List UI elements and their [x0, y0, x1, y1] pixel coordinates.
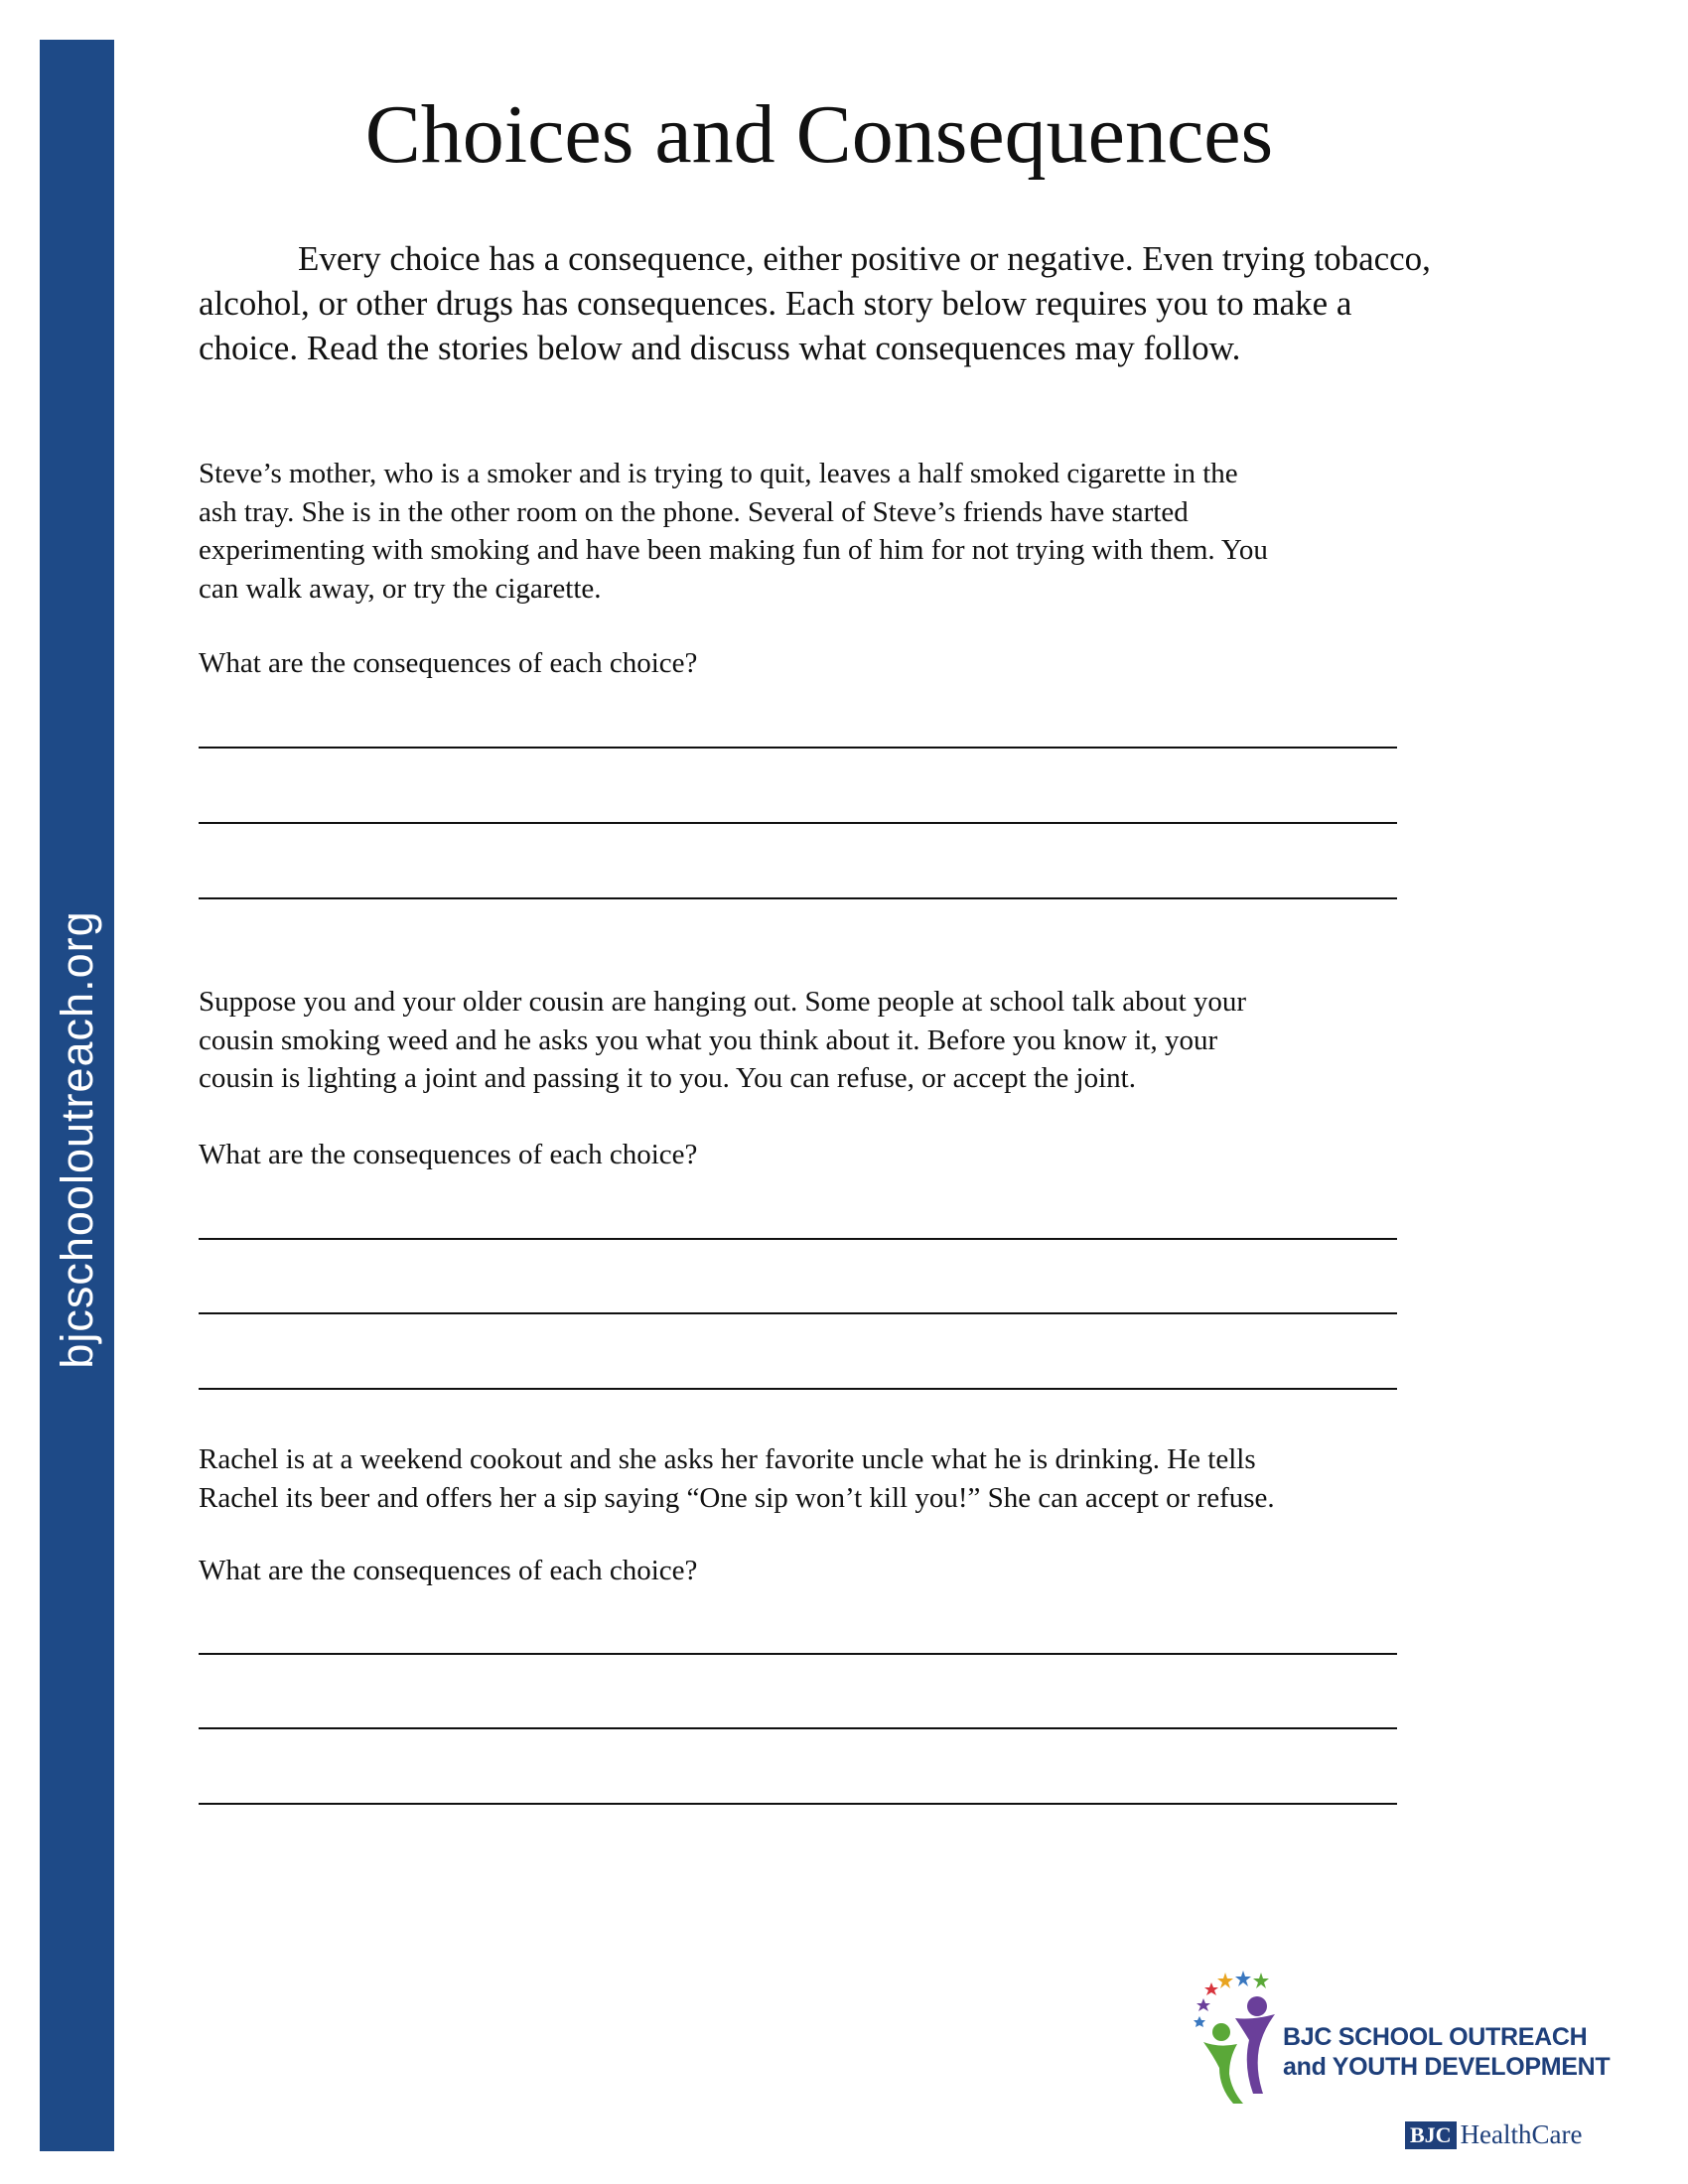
answer-line[interactable]	[199, 747, 1397, 749]
bjc-healthcare-mark	[1405, 2119, 1583, 2151]
stars-and-figures-icon	[1192, 1971, 1286, 2110]
logo-line-2: and YOUTH DEVELOPMENT	[1283, 2053, 1611, 2081]
story-1	[199, 455, 1450, 608]
bjc-logo	[1192, 1971, 1609, 2154]
story-line: Rachel its beer and offers her a sip saying “One sip won’t kill you!” She can accept or refuse.	[199, 1481, 1275, 1514]
story-line: Steve’s mother, who is a smoker and is trying to quit, leaves a half smoked cigarette in the	[199, 458, 1238, 489]
healthcare-label: HealthCare	[1460, 2119, 1583, 2149]
answer-line[interactable]	[199, 1388, 1397, 1390]
answer-line[interactable]	[199, 897, 1397, 899]
story-3	[199, 1440, 1450, 1517]
story-line: cousin smoking weed and he asks you what you think about it. Before you know it, your	[199, 1024, 1218, 1056]
page-title: Choices and Consequences	[364, 88, 1274, 181]
story-line: experimenting with smoking and have been making fun of him for not trying with them. You	[199, 534, 1268, 566]
sidebar-band	[40, 40, 114, 2151]
question-2: What are the consequences of each choice?	[199, 1139, 698, 1170]
answer-line[interactable]	[199, 1312, 1397, 1314]
question-3: What are the consequences of each choice?	[199, 1555, 698, 1586]
question-1: What are the consequences of each choice?	[199, 647, 698, 679]
story-line: cousin is lighting a joint and passing it to you. You can refuse, or accept the joint.	[199, 1062, 1136, 1094]
story-line: ash tray. She is in the other room on the phone. Several of Steve’s friends have started	[199, 495, 1189, 528]
sidebar-url: bjcschooloutreach.org	[51, 910, 102, 1369]
logo-line-1: BJC SCHOOL OUTREACH	[1283, 2023, 1588, 2051]
answer-line[interactable]	[199, 1727, 1397, 1729]
story-2	[199, 983, 1450, 1098]
story-line: Suppose you and your older cousin are hanging out. Some people at school talk about your	[199, 986, 1247, 1018]
bjc-badge: BJC	[1405, 2121, 1457, 2149]
intro-paragraph: Every choice has a consequence, either positive or negative. Even trying tobacco, alcohol, or other drugs has consequences. Each story below requires you to make a choice. Read the stories below and discuss what consequences may follow.	[199, 239, 1431, 367]
story-line: Rachel is at a weekend cookout and she asks her favorite uncle what he is drinking. He tells	[199, 1443, 1256, 1475]
answer-line[interactable]	[199, 1803, 1397, 1805]
answer-line[interactable]	[199, 822, 1397, 824]
answer-line[interactable]	[199, 1238, 1397, 1240]
story-line: can walk away, or try the cigarette.	[199, 572, 602, 605]
answer-line[interactable]	[199, 1653, 1397, 1655]
